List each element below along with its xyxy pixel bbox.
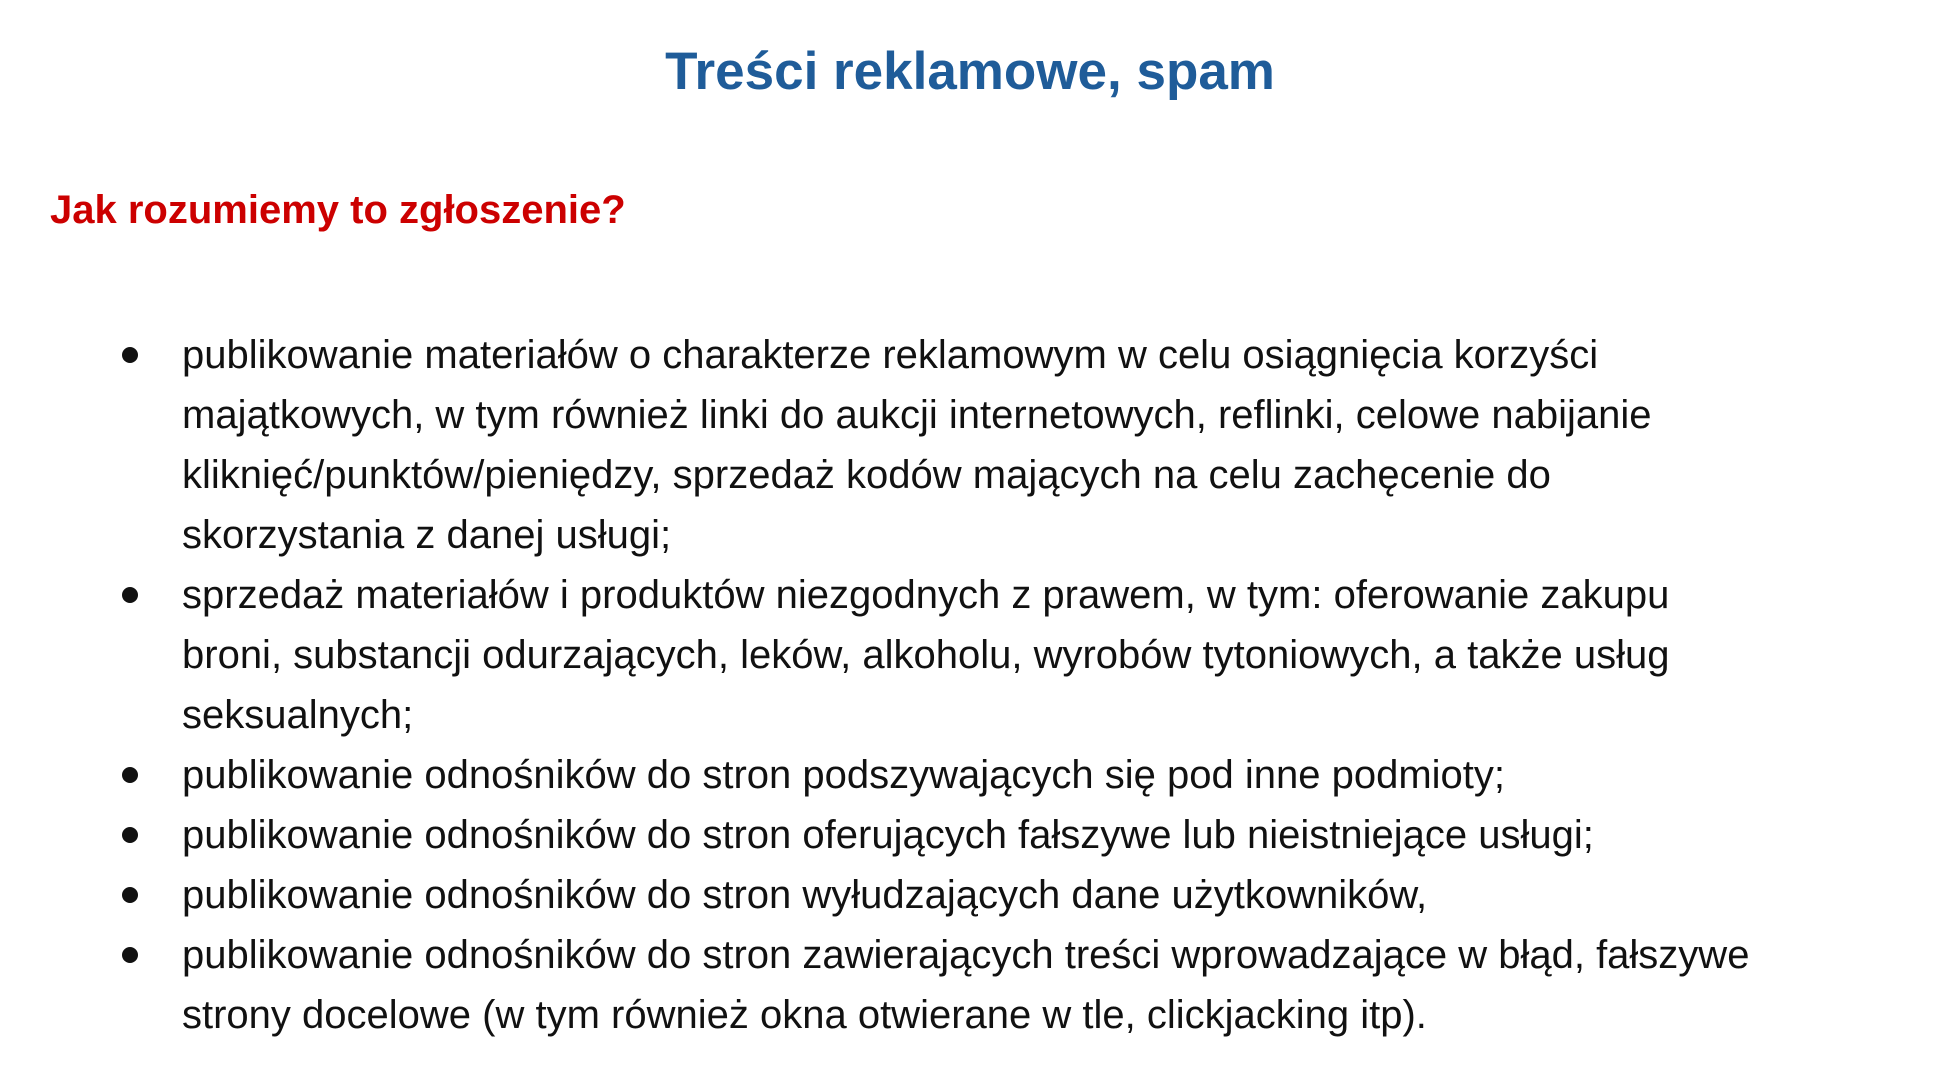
bullet-icon bbox=[122, 587, 138, 603]
list-item-line: kliknięć/punktów/pieniędzy, sprzedaż kodów mających na celu zachęcenie do bbox=[182, 453, 1551, 497]
list-item-line: publikowanie odnośników do stron oferujących fałszywe lub nieistniejące usługi; bbox=[182, 813, 1594, 857]
list-item-line: sprzedaż materiałów i produktów niezgodnych z prawem, w tym: oferowanie zakupu bbox=[182, 573, 1670, 617]
section-heading: Jak rozumiemy to zgłoszenie? bbox=[50, 188, 626, 232]
list-item bbox=[0, 805, 1940, 865]
list-item-line: strony docelowe (w tym również okna otwierane w tle, clickjacking itp). bbox=[182, 993, 1427, 1037]
list-item-line: publikowanie materiałów o charakterze reklamowym w celu osiągnięcia korzyści bbox=[182, 333, 1599, 377]
page-title: Treści reklamowe, spam bbox=[665, 42, 1275, 101]
list-item-line: seksualnych; bbox=[182, 693, 414, 737]
bullet-icon bbox=[122, 827, 138, 843]
list-item bbox=[0, 565, 1940, 745]
list-item bbox=[0, 745, 1940, 805]
bullet-list bbox=[0, 325, 1940, 1045]
list-item-line: publikowanie odnośników do stron zawierających treści wprowadzające w błąd, fałszywe bbox=[182, 933, 1750, 977]
list-item-line: skorzystania z danej usługi; bbox=[182, 513, 672, 557]
list-item-line: publikowanie odnośników do stron wyłudzających dane użytkowników, bbox=[182, 873, 1428, 917]
list-item-line: majątkowych, w tym również linki do aukcji internetowych, reflinki, celowe nabijanie bbox=[182, 393, 1652, 437]
bullet-icon bbox=[122, 767, 138, 783]
bullet-icon bbox=[122, 947, 138, 963]
list-item bbox=[0, 925, 1940, 1045]
bullet-icon bbox=[122, 347, 138, 363]
bullet-icon bbox=[122, 887, 138, 903]
list-item-line: publikowanie odnośników do stron podszywających się pod inne podmioty; bbox=[182, 753, 1506, 797]
list-item bbox=[0, 325, 1940, 565]
list-item-line: broni, substancji odurzających, leków, alkoholu, wyrobów tytoniowych, a także usług bbox=[182, 633, 1670, 677]
list-item bbox=[0, 865, 1940, 925]
